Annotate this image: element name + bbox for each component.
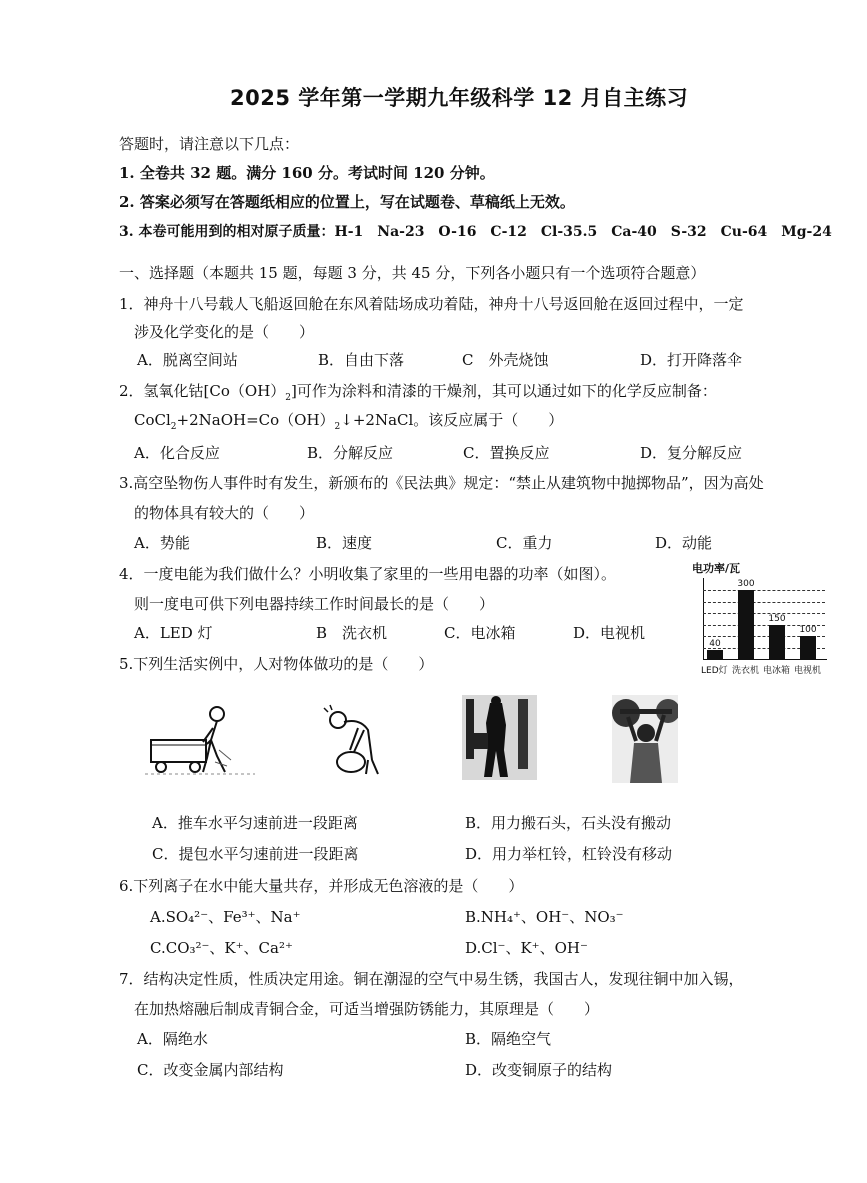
q2-stem-text-b: ]可作为涂料和清漆的干燥剂，其可以通过如下的化学反应制备： bbox=[291, 382, 717, 400]
q7-stem-line1: 7．结构决定性质，性质决定用途。铜在潮湿的空气中易生锈，我国古人，发现往铜中加入锡， bbox=[119, 970, 744, 988]
q4-option-d: D．电视机 bbox=[573, 624, 646, 642]
figure-lift-barbell bbox=[612, 695, 678, 783]
chart-bar-1 bbox=[738, 590, 754, 659]
chart-category-label-0: LED灯 bbox=[701, 666, 728, 676]
q7-option-a: A．隔绝水 bbox=[137, 1030, 208, 1048]
chart-ylabel: 电功率/瓦 bbox=[692, 562, 741, 575]
q1-option-a: A．脱离空间站 bbox=[137, 351, 238, 369]
q3-option-c: C．重力 bbox=[496, 534, 553, 552]
chart-value-label-2: 150 bbox=[768, 613, 786, 624]
q2-stem-line1 bbox=[119, 381, 717, 408]
q6-option-b: B.NH₄⁺、OH⁻、NO₃⁻ bbox=[465, 908, 624, 926]
q2-eq-part3: ↓+2NaCl。该反应属于（ ） bbox=[340, 411, 564, 429]
q7-option-b: B．隔绝空气 bbox=[465, 1030, 552, 1048]
q7-option-d: D．改变铜原子的结构 bbox=[465, 1061, 613, 1079]
q6-option-a: A.SO₄²⁻、Fe³⁺、Na⁺ bbox=[150, 908, 301, 926]
q3-stem-line1: 3.高空坠物伤人事件时有发生，新颁布的《民法典》规定：“禁止从建筑物中抛掷物品”，因为高处 bbox=[119, 474, 764, 492]
notes-intro: 答题时，请注意以下几点： bbox=[119, 135, 300, 153]
section-heading: 一、选择题（本题共 15 题，每题 3 分，共 45 分，下列各小题只有一个选项符合题意） bbox=[119, 264, 706, 282]
q2-equation bbox=[134, 410, 563, 437]
chart-gridline bbox=[703, 602, 825, 603]
q2-eq-sub1: 2 bbox=[170, 422, 177, 432]
q2-eq-sub2: 2 bbox=[334, 422, 341, 432]
chart-value-label-0: 40 bbox=[709, 638, 721, 649]
q6-option-c: C.CO₃²⁻、K⁺、Ca²⁺ bbox=[150, 939, 293, 957]
q5-stem: 5.下列生活实例中，人对物体做功的是（ ） bbox=[119, 655, 434, 673]
q7-option-c: C．改变金属内部结构 bbox=[137, 1061, 284, 1079]
q5-option-d: D．用力举杠铃，杠铃没有移动 bbox=[465, 845, 673, 863]
q1-stem-line1: 1．神舟十八号载人飞船返回舱在东风着陆场成功着陆，神舟十八号返回舱在返回过程中，一定 bbox=[119, 295, 744, 313]
figure-push-cart bbox=[145, 700, 260, 780]
q2-option-c: C．置换反应 bbox=[463, 444, 550, 462]
figure-lift-stone bbox=[318, 700, 398, 780]
chart-gridline bbox=[703, 590, 825, 591]
q4-stem-line1: 4．一度电能为我们做什么？小明收集了家里的一些用电器的功率（如图）。 bbox=[119, 565, 617, 583]
q5-option-c: C．提包水平匀速前进一段距离 bbox=[152, 845, 359, 863]
q1-option-c: C 外壳烧蚀 bbox=[462, 351, 549, 369]
chart-category-label-3: 电视机 bbox=[794, 666, 822, 676]
q1-option-b: B．自由下落 bbox=[318, 351, 405, 369]
q2-option-b: B．分解反应 bbox=[307, 444, 394, 462]
q5-option-a: A．推车水平匀速前进一段距离 bbox=[152, 814, 358, 832]
q2-stem-sub: 2 bbox=[285, 393, 292, 403]
q6-stem: 6.下列离子在水中能大量共存，并形成无色溶液的是（ ） bbox=[119, 877, 524, 895]
q4-stem-line2: 则一度电可供下列电器持续工作时间最长的是（ ） bbox=[134, 595, 495, 613]
q2-option-a: A．化合反应 bbox=[134, 444, 220, 462]
q6-option-d: D.Cl⁻、K⁺、OH⁻ bbox=[465, 939, 588, 957]
q3-stem-line2: 的物体具有较大的（ ） bbox=[134, 504, 315, 522]
chart-bar-2 bbox=[769, 625, 785, 659]
chart-category-label-2: 电冰箱 bbox=[763, 666, 791, 676]
q1-stem-line2: 涉及化学变化的是（ ） bbox=[134, 323, 315, 341]
q1-option-d: D．打开降落伞 bbox=[640, 351, 743, 369]
q4-option-a: A．LED 灯 bbox=[134, 624, 213, 642]
q2-stem-text-a: 2．氢氧化钴[Co（OH） bbox=[119, 382, 286, 400]
chart-value-label-3: 100 bbox=[799, 625, 817, 636]
q3-option-d: D．动能 bbox=[655, 534, 713, 552]
note-3: 3. 本卷可能用到的相对原子质量：H-1 Na-23 O-16 C-12 Cl-35.5 Ca-40 S-32 Cu-64 Mg-24 bbox=[119, 224, 832, 240]
page-title: 2025 学年第一学期九年级科学 12 月自主练习 bbox=[230, 86, 689, 110]
note-2: 2. 答案必须写在答题纸相应的位置上，写在试题卷、草稿纸上无效。 bbox=[119, 193, 575, 211]
chart-x-axis bbox=[703, 659, 827, 660]
q2-eq-part1: CoCl bbox=[134, 411, 171, 429]
q3-option-b: B．速度 bbox=[316, 534, 373, 552]
chart-bar-0 bbox=[707, 650, 723, 659]
q2-eq-part2: +2NaOH=Co（OH） bbox=[176, 411, 335, 429]
q5-option-b: B．用力搬石头，石头没有搬动 bbox=[465, 814, 672, 832]
chart-bar-3 bbox=[800, 636, 816, 659]
q7-stem-line2: 在加热熔融后制成青铜合金，可适当增强防锈能力，其原理是（ ） bbox=[134, 1000, 600, 1018]
note-1: 1. 全卷共 32 题。满分 160 分。考试时间 120 分钟。 bbox=[119, 164, 495, 182]
chart-category-label-1: 洗衣机 bbox=[732, 666, 760, 676]
chart-value-label-1: 300 bbox=[737, 579, 755, 590]
figure-carry-bag bbox=[462, 695, 537, 780]
q3-option-a: A．势能 bbox=[134, 534, 190, 552]
q4-option-c: C．电冰箱 bbox=[444, 624, 516, 642]
q4-option-b: B 洗衣机 bbox=[316, 624, 388, 642]
q2-option-d: D．复分解反应 bbox=[640, 444, 743, 462]
